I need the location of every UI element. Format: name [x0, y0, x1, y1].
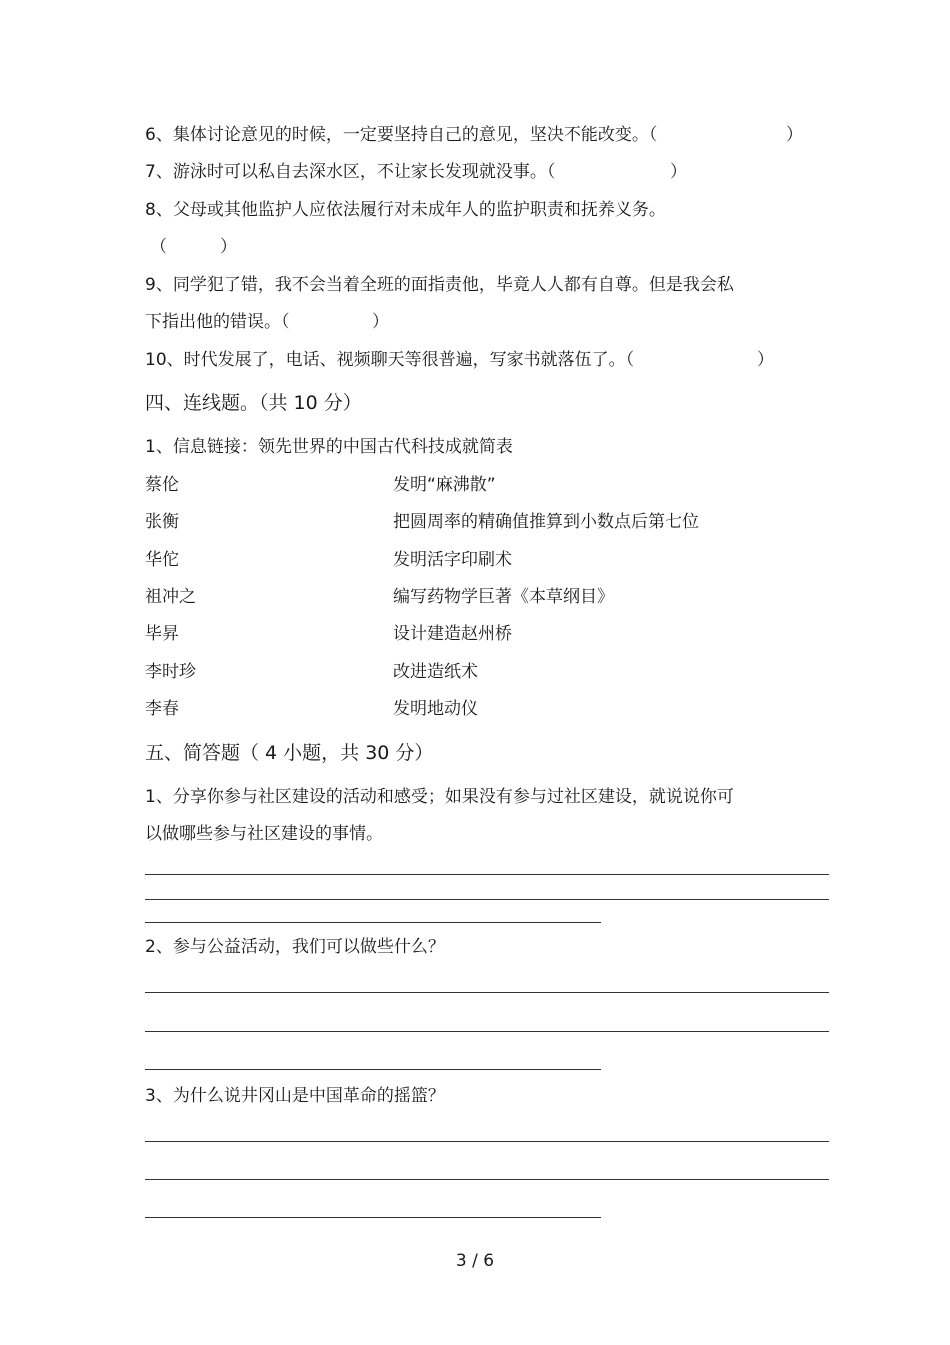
question-8: 8、父母或其他监护人应依法履行对未成年人的监护职责和抚养义务。 [145, 200, 666, 220]
answer-paren-close: ） [757, 350, 774, 370]
match-right-item: 设计建造赵州桥 [393, 624, 512, 644]
answer-line[interactable] [145, 1179, 829, 1180]
match-right-item: 把圆周率的精确值推算到小数点后第七位 [393, 512, 699, 532]
section-4-title: 四、连线题。（共 10 分） [145, 392, 362, 414]
match-left-item: 李时珍 [145, 662, 196, 682]
match-right-item: 改进造纸术 [393, 662, 478, 682]
section-4-question-1: 1、信息链接：领先世界的中国古代科技成就简表 [145, 437, 513, 457]
match-left-item: 李春 [145, 699, 179, 719]
question-10: 10、时代发展了，电话、视频聊天等很普遍，写家书就落伍了。（ [145, 350, 635, 370]
question-6: 6、集体讨论意见的时候，一定要坚持自己的意见，坚决不能改变。（ [145, 125, 658, 145]
match-right-item: 发明“麻沸散” [393, 475, 496, 495]
section-5-question-1: 1、分享你参与社区建设的活动和感受；如果没有参与过社区建设，就说说你可 [145, 787, 734, 807]
answer-line[interactable] [145, 1141, 829, 1142]
answer-line[interactable] [145, 992, 829, 993]
answer-line[interactable] [145, 922, 601, 923]
match-left-item: 华佗 [145, 550, 179, 570]
answer-line[interactable] [145, 1031, 829, 1032]
page-number: 3 / 6 [455, 1251, 495, 1271]
answer-line[interactable] [145, 1069, 601, 1070]
answer-paren-close: ） [786, 125, 803, 145]
match-left-item: 祖冲之 [145, 587, 196, 607]
section-5-question-1-cont: 以做哪些参与社区建设的事情。 [145, 824, 383, 844]
answer-paren-close: ） [220, 237, 237, 257]
match-right-item: 编写药物学巨著《本草纲目》 [393, 587, 614, 607]
match-right-item: 发明地动仪 [393, 699, 478, 719]
match-left-item: 张衡 [145, 512, 179, 532]
question-9: 9、同学犯了错，我不会当着全班的面指责他，毕竟人人都有自尊。但是我会私 [145, 275, 734, 295]
question-9-cont: 下指出他的错误。（ [145, 312, 290, 332]
match-left-item: 毕昇 [145, 624, 179, 644]
section-5-question-3: 3、为什么说井冈山是中国革命的摇篮？ [145, 1086, 445, 1106]
answer-line[interactable] [145, 899, 829, 900]
answer-line[interactable] [145, 874, 829, 875]
answer-paren-close: ） [670, 162, 687, 182]
match-left-item: 蔡伦 [145, 475, 179, 495]
answer-line[interactable] [145, 1217, 601, 1218]
match-right-item: 发明活字印刷术 [393, 550, 512, 570]
answer-paren-close: ） [372, 312, 389, 332]
section-5-question-2: 2、参与公益活动，我们可以做些什么？ [145, 937, 445, 957]
question-7: 7、游泳时可以私自去深水区，不让家长发现就没事。（ [145, 162, 556, 182]
answer-paren-open: （ [150, 237, 167, 257]
section-5-title: 五、简答题（ 4 小题，共 30 分） [145, 742, 434, 764]
